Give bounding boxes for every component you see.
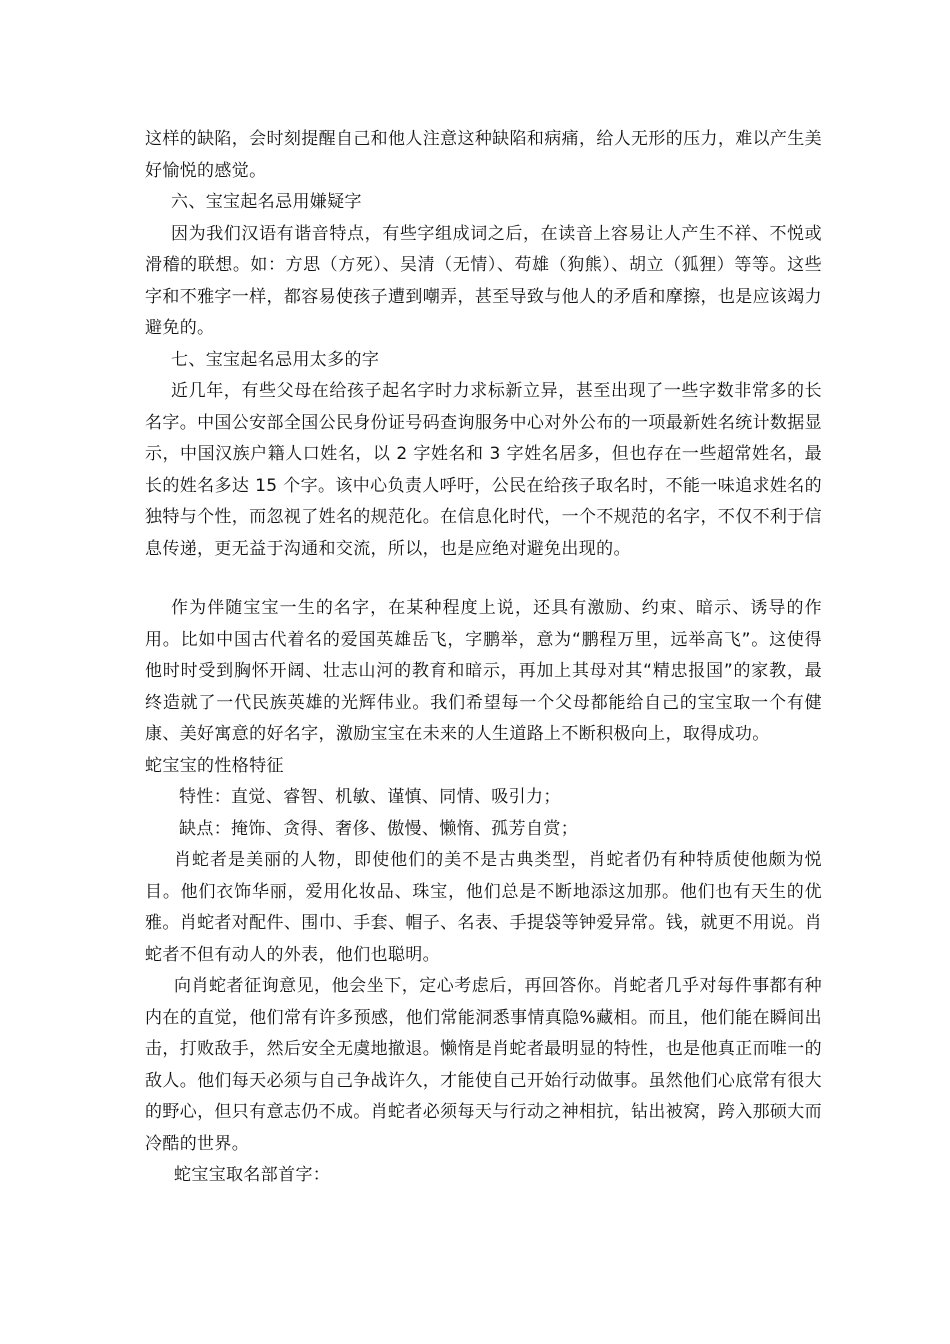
paragraph-defect-continuation: 这样的缺陷，会时刻提醒自己和他人注意这种缺陷和病痛，给人无形的压力，难以产生美好愉悦的感觉。 [145,129,822,181]
paragraph-long-names: 近几年，有些父母在给孩子起名字时力求标新立异，甚至出现了一些字数非常多的长名字。中国公安部全国公民身份证号码查询服务中心对外公布的一项最新姓名统计数据显示，中国汉族户籍人口姓名，以 2 字姓名和 3 字姓名居多，但也存在一些超常姓名，最长的姓名多达 15 个字。该中心负责人呼吁，公民在给孩子取名时，不能一味追求姓名的独特与个性，而忽视了姓名的规范化。在信息化时代，一个不规范的名字，不仅不利于信息传递，更无益于沟通和交流，所以，也是应绝对避免出现的。 [145,381,822,559]
paragraph-name-meaning: 作为伴随宝宝一生的名字，在某种程度上说，还具有激励、约束、暗示、诱导的作用。比如中国古代着名的爱国英雄岳飞，字鹏举，意为“鹏程万里，远举高飞”。这使得他时时受到胸怀开阔、壮志山河的教育和暗示，再加上其母对其“精忠报国”的家教，最终造就了一代民族英雄的光辉伟业。我们希望每一个父母都能给自己的宝宝取一个有健康、美好寓意的好名字，激励宝宝在未来的人生道路上不断积极向上，取得成功。 [145,598,822,744]
weaknesses-list: 缺点：掩饰、贪得、奢侈、傲慢、懒惰、孤芳自赏； [179,818,579,839]
paragraph-snake-intuition: 向肖蛇者征询意见，他会坐下，定心考虑后，再回答你。肖蛇者几乎对每件事都有种内在的直觉，他们常有许多预感，他们常能洞悉事情真隐%藏相。而且，他们能在瞬间出击，打败敌手，然后安全无虞地撤退。懒惰是肖蛇者最明显的特性，也是他真正而唯一的敌人。他们每天必须与自己争战许久，才能使自己开始行动做事。虽然他们心底常有很大的野心，但只有意志仍不成。肖蛇者必须每天与行动之神相抗，钻出被窝，跨入那硕大而冷酷的世界。 [145,976,822,1154]
paragraph-homophones: 因为我们汉语有谐音特点，有些字组成词之后，在读音上容易让人产生不祥、不悦或滑稽的联想。如：方思（方死）、吴清（无情）、苟雄（狗熊）、胡立（狐狸）等等。这些字和不雅字一样，都容易使孩子遭到嘲弄，甚至导致与他人的矛盾和摩擦，也是应该竭力避免的。 [145,223,822,338]
section-heading-suspicious-characters: 六、宝宝起名忌用嫌疑字 [171,192,362,212]
paragraph-spacer [145,565,822,593]
section-heading-snake-baby-personality: 蛇宝宝的性格特征 [145,755,284,776]
section-heading-too-many-characters: 七、宝宝起名忌用太多的字 [171,349,380,370]
traits-list: 特性：直觉、睿智、机敏、谨慎、同情、吸引力； [179,787,561,807]
document-body [145,124,822,1192]
paragraph-snake-appearance: 肖蛇者是美丽的人物，即使他们的美不是古典类型，肖蛇者仍有种特质使他颇为悦目。他们衣饰华丽，爱用化妆品、珠宝，他们总是不断地添这加那。他们也有天生的优雅。肖蛇者对配件、围巾、手套、帽子、名表、手提袋等钟爱异常。钱，就更不用说。肖蛇者不但有动人的外表，他们也聪明。 [145,850,822,965]
section-heading-snake-radicals: 蛇宝宝取名部首字： [174,1165,331,1185]
